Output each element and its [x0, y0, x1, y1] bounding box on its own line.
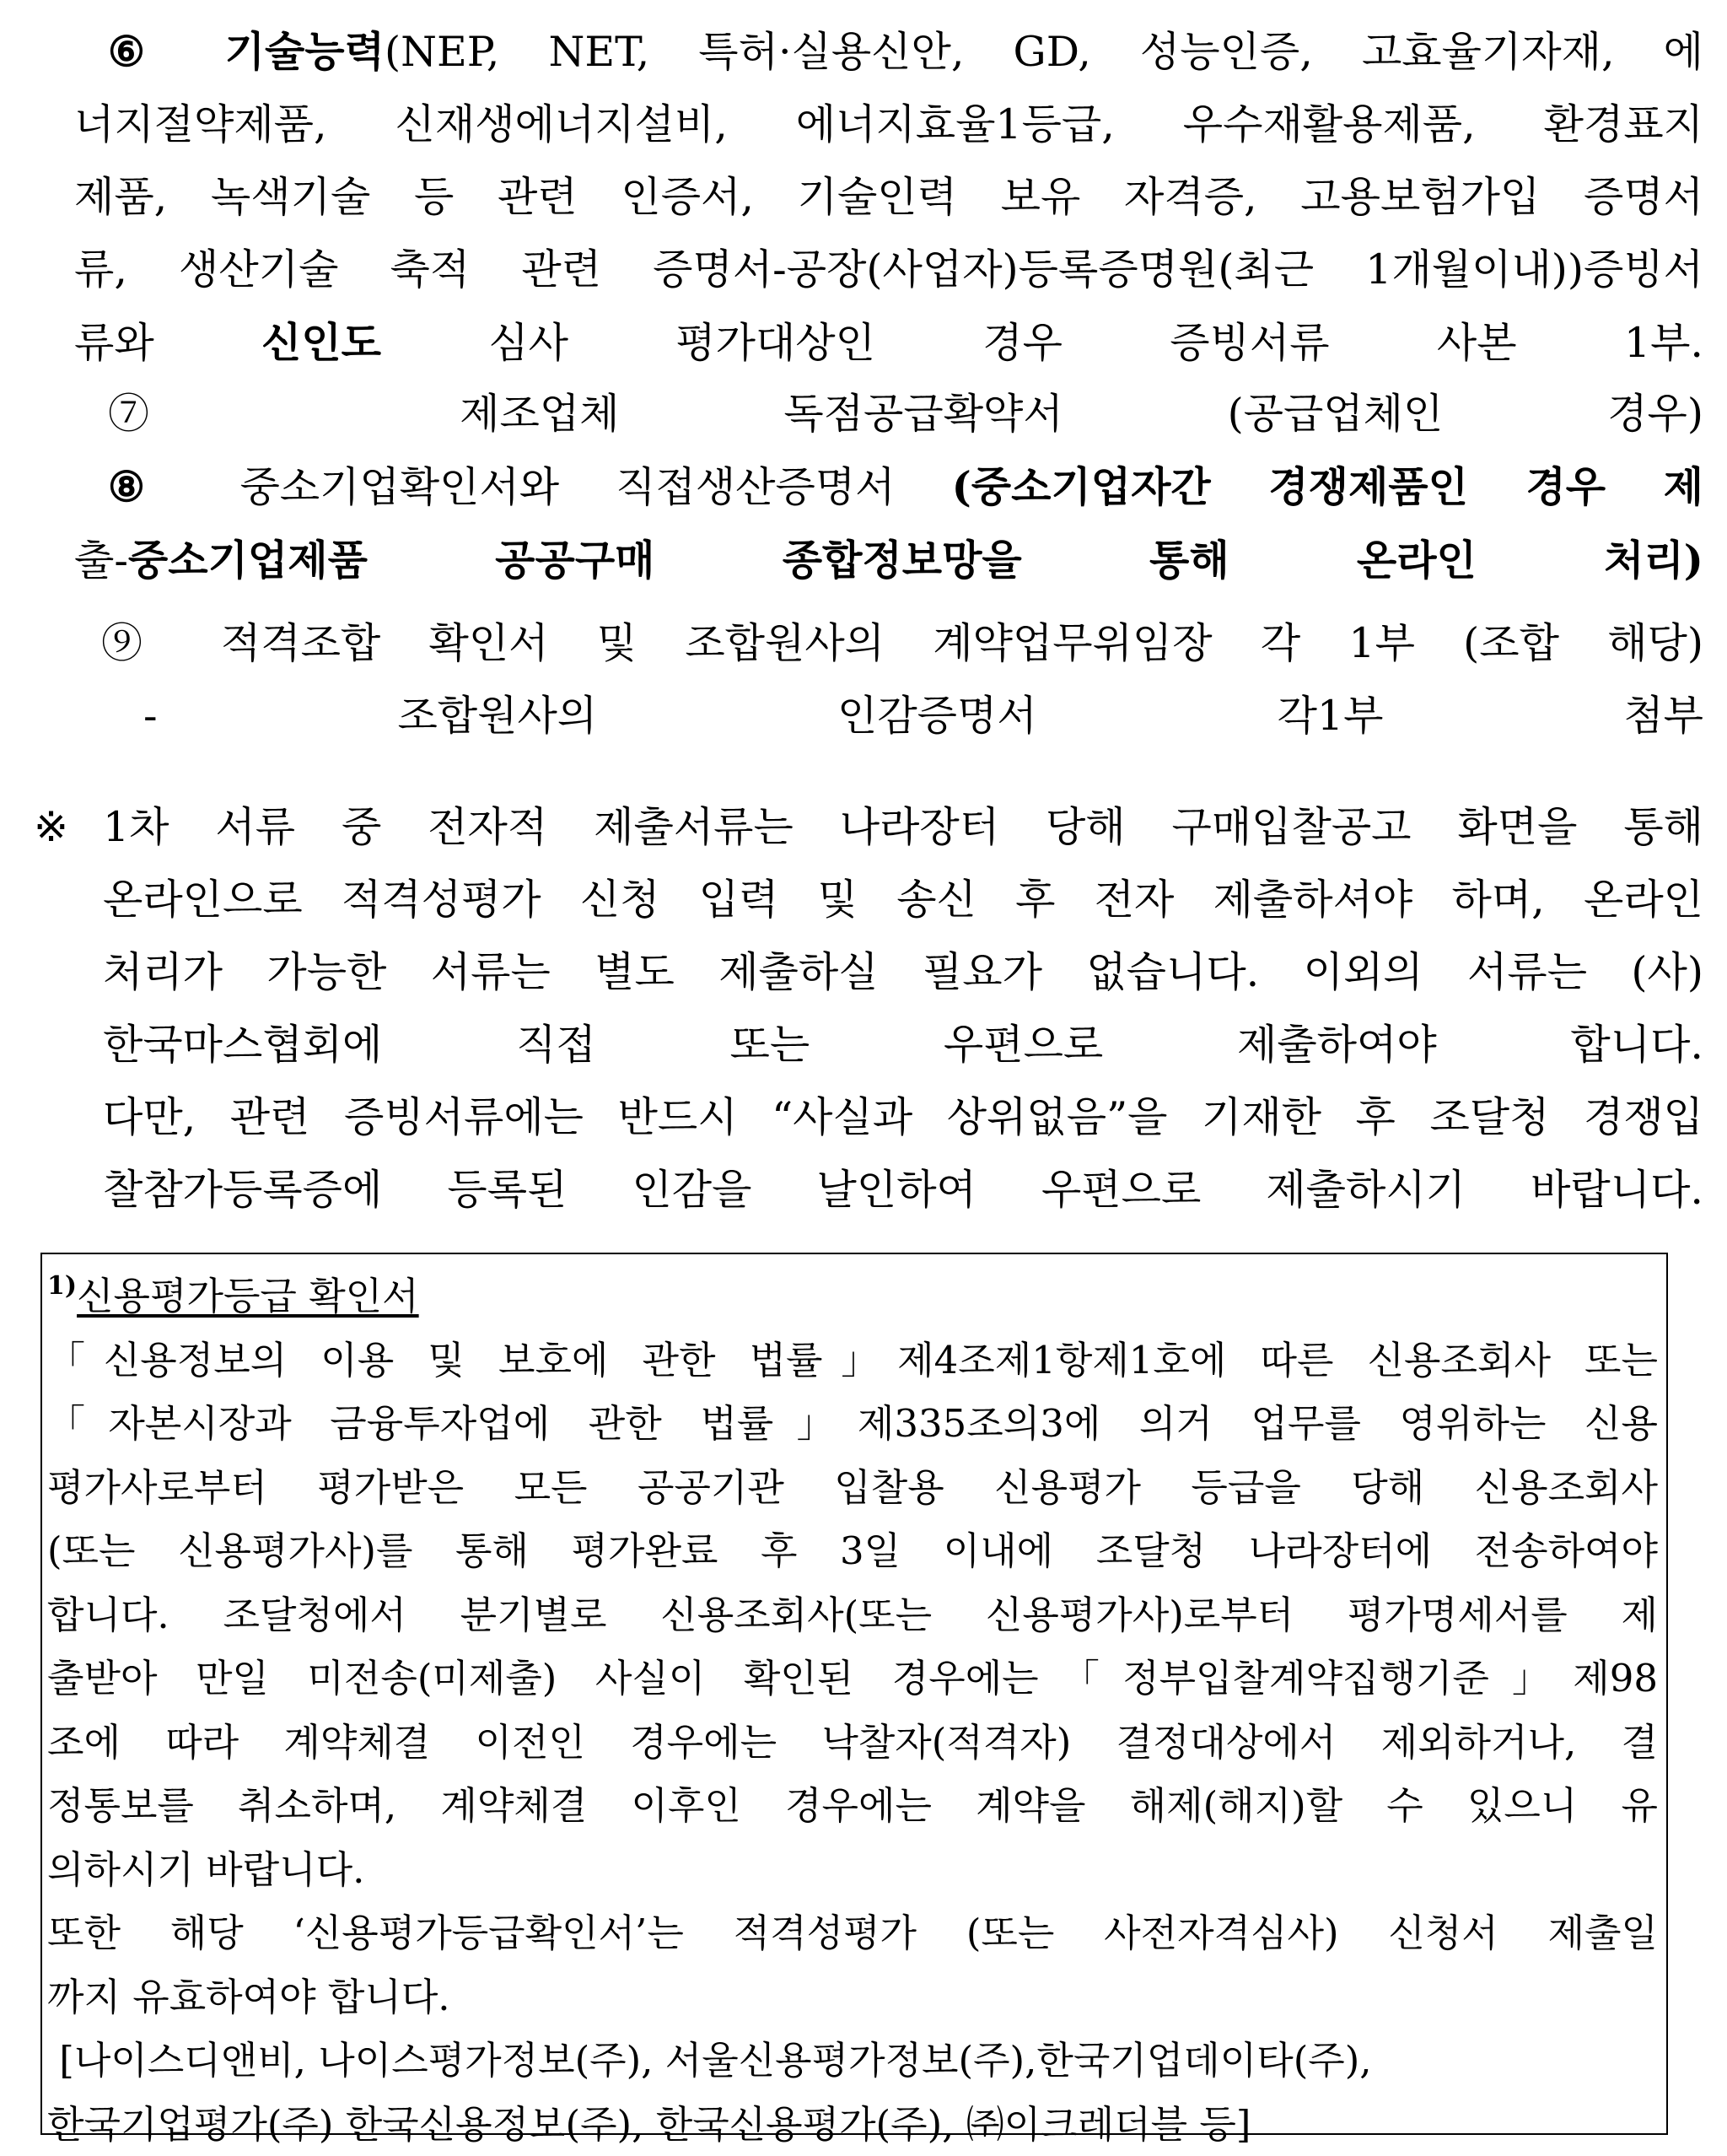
item-8-line-2	[74, 524, 1703, 597]
notice-line-1: 1차 서류 중 전자적 제출서류는 나라장터 당해 구매입찰공고 화면을 통해	[103, 791, 1703, 864]
item-6-line-5-bold: 신인도	[261, 318, 381, 367]
item-9-text: 적격조합 확인서 및 조합원사의 계약업무위임장 각 1부 (조합 해당)	[221, 619, 1703, 667]
footnote-line: 평가사로부터 평가받은 모든 공공기관 입찰용 신용평가 등급을 당해 신용조회사	[47, 1456, 1658, 1520]
footnote-line: [나이스디앤비, 나이스평가정보(주), 서울신용평가정보(주),한국기업데이타(주),	[47, 2029, 1658, 2093]
item-6-line-4: 류, 생산기술 축적 관련 증명서-공장(사업자)등록증명원(최근 1개월이내))증빙서	[74, 234, 1703, 306]
notice-line-3: 처리가 가능한 서류는 별도 제출하실 필요가 없습니다. 이외의 서류는 (사)	[103, 936, 1703, 1009]
footnote-box	[40, 1253, 1668, 2135]
item-9	[101, 607, 1703, 752]
item-6-line-5-pre: 류와	[74, 319, 261, 367]
footnote	[47, 1254, 1658, 2156]
item-7	[108, 378, 1703, 450]
item-8	[74, 450, 1703, 597]
item-7-line	[108, 378, 1703, 450]
footnote-number: 1)	[47, 1271, 77, 1301]
item-8-text: 중소기업확인서와 직접생산증명서	[239, 463, 895, 511]
notice-mark: ※	[34, 791, 93, 864]
footnote-line: 「신용정보의 이용 및 보호에 관한 법률」제4조제1항제1호에 따른 신용조회사 또는	[47, 1329, 1658, 1393]
footnote-line: 또한 해당 ‘신용평가등급확인서’는 적격성평가 (또는 사전자격심사) 신청서 제출일	[47, 1901, 1658, 1965]
footnote-line: 정통보를 취소하며, 계약체결 이후인 경우에는 계약을 해제(해지)할 수 있으니 유	[47, 1774, 1658, 1838]
item-6-line-5-text: 심사 평가대상인 경우 증빙서류 사본 1부.	[381, 319, 1703, 367]
item-8-bold-tail: (중소기업자간 경쟁제품인 경우 제	[952, 462, 1703, 511]
notice-line-5: 다만, 관련 증빙서류에는 반드시 “사실과 상위없음”을 기재한 후 조달청 경쟁입	[103, 1081, 1703, 1154]
footnote-line: 한국기업평가(주) 한국신용정보(주), 한국신용평가(주), ㈜이크레더블 등]	[47, 2093, 1658, 2156]
item-9-line	[101, 607, 1703, 680]
item-8-marker: ⑧	[108, 462, 183, 511]
item-6-line-3: 제품, 녹색기술 등 관련 인증서, 기술인력 보유 자격증, 고용보험가입 증명서	[74, 161, 1703, 234]
item-8-line-2-bold: 중소기업제품 공공구매 종합정보망을 통해 온라인 처리)	[128, 536, 1703, 585]
footnote-title: 신용평가등급 확인서	[77, 1274, 419, 1318]
notice	[103, 791, 1703, 1226]
item-7-marker: ⑦	[108, 390, 295, 438]
item-6-line-5	[74, 306, 1703, 380]
item-9-sub: - 조합원사의 인감증명서 각1부 첨부	[143, 680, 1703, 752]
footnote-line: 조에 따라 계약체결 이전인 경우에는 낙찰자(적격자) 결정대상에서 제외하거나, 결	[47, 1711, 1658, 1775]
footnote-line: (또는 신용평가사)를 통해 평가완료 후 3일 이내에 조달청 나라장터에 전송하여야	[47, 1519, 1658, 1583]
footnote-line: 출받아 만일 미전송(미제출) 사실이 확인된 경우에는「정부입찰계약집행기준」제98	[47, 1647, 1658, 1711]
notice-line-6: 찰참가등록증에 등록된 인감을 날인하여 우편으로 제출하시기 바랍니다.	[103, 1154, 1703, 1226]
notice-line-4: 한국마스협회에 직접 또는 우편으로 제출하여야 합니다.	[103, 1009, 1703, 1081]
footnote-line: 합니다. 조달청에서 분기별로 신용조회사(또는 신용평가사)로부터 평가명세서를 제	[47, 1583, 1658, 1647]
item-6-line-2: 너지절약제품, 신재생에너지설비, 에너지효율1등급, 우수재활용제품, 환경표지	[74, 89, 1703, 161]
footnote-line: 까지 유효하여야 합니다.	[47, 1965, 1658, 2029]
item-8-line-1	[108, 450, 1703, 524]
item-6	[74, 15, 1703, 380]
item-6-marker: ⑥	[108, 27, 175, 76]
footnote-title-line	[47, 1254, 1658, 1329]
item-6-bold-title: 기술능력	[225, 27, 385, 76]
footnote-line: 의하시기 바랍니다.	[47, 1838, 1658, 1902]
item-6-line-1-text: (NEP, NET, 특허·실용신안, GD, 성능인증, 고효율기자재, 에	[385, 28, 1703, 76]
item-9-marker: ⑨	[101, 619, 173, 667]
item-6-line-1	[108, 15, 1703, 89]
item-8-line-2-pre: 출-	[74, 536, 128, 585]
footnote-line: 「자본시장과 금융투자업에 관한 법률」제335조의3에 의거 업무를 영위하는 신용	[47, 1392, 1658, 1456]
item-7-text: 제조업체 독점공급확약서 (공급업체인 경우)	[460, 390, 1703, 438]
notice-line-2: 온라인으로 적격성평가 신청 입력 및 송신 후 전자 제출하셔야 하며, 온라인	[103, 864, 1703, 936]
